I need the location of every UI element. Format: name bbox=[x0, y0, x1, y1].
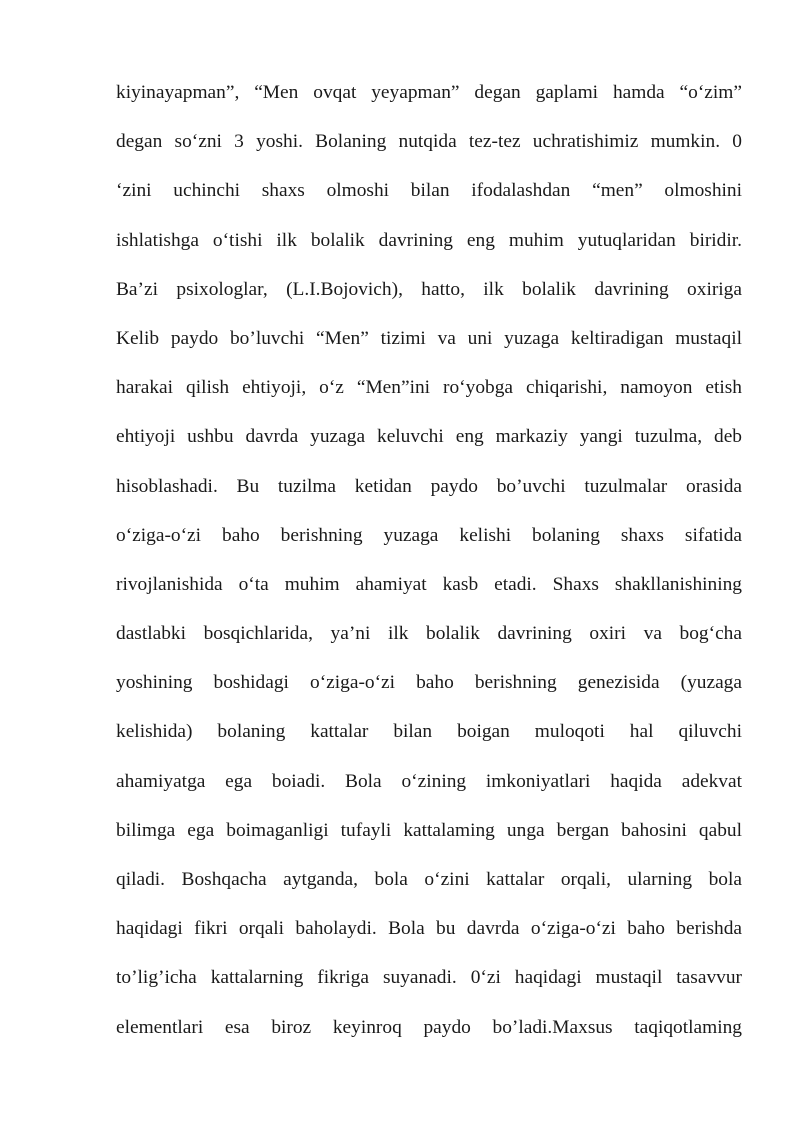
body-paragraph bbox=[116, 68, 742, 1052]
text-line: yoshining boshidagi o‘ziga-o‘zi baho berishning genezisida (yuzaga bbox=[116, 672, 742, 694]
text-line: Ba’zi psixologlar, (L.I.Bojovich), hatto, ilk bolalik davrining oxiriga bbox=[116, 278, 742, 300]
text-line: ehtiyoji ushbu davrda yuzaga keluvchi eng markaziy yangi tuzulma, deb bbox=[116, 426, 742, 448]
text-line: rivojlanishida o‘ta muhim ahamiyat kasb etadi. Shaxs shakllanishining bbox=[116, 573, 742, 595]
text-line: haqidagi fikri orqali baholaydi. Bola bu davrda o‘ziga-o‘zi baho berishda bbox=[116, 918, 742, 940]
text-line: to’lig’icha kattalarning fikriga suyanadi. 0‘zi haqidagi mustaqil tasavvur bbox=[116, 967, 742, 989]
text-line: ahamiyatga ega boiadi. Bola o‘zining imkoniyatlari haqida adekvat bbox=[116, 770, 742, 792]
text-line: kiyinayapman”, “Men ovqat yeyapman” degan gaplami hamda “o‘zim” bbox=[116, 82, 742, 103]
text-line: elementlari esa biroz keyinroq paydo bo’ladi.Maxsus taqiqotlaming bbox=[116, 1016, 742, 1038]
text-line: bilimga ega boimaganligi tufayli kattalaming unga bergan bahosini qabul bbox=[116, 819, 742, 841]
text-line: ishlatishga o‘tishi ilk bolalik davrining eng muhim yutuqlaridan biridir. bbox=[116, 229, 742, 251]
text-line: Kelib paydo bo’luvchi “Men” tizimi va uni yuzaga keltiradigan mustaqil bbox=[116, 327, 742, 349]
text-line: kelishida) bolaning kattalar bilan boigan muloqoti hal qiluvchi bbox=[116, 721, 742, 743]
text-line: ‘zini uchinchi shaxs olmoshi bilan ifodalashdan “men” olmoshini bbox=[116, 180, 742, 202]
text-line: o‘ziga-o‘zi baho berishning yuzaga kelishi bolaning shaxs sifatida bbox=[116, 524, 742, 546]
text-line: hisoblashadi. Bu tuzilma ketidan paydo bo’uvchi tuzulmalar orasida bbox=[116, 475, 742, 497]
text-line: dastlabki bosqichlarida, ya’ni ilk bolalik davrining oxiri va bog‘cha bbox=[116, 623, 742, 645]
text-line: degan so‘zni 3 yoshi. Bolaning nutqida tez-tez uchratishimiz mumkin. 0 bbox=[116, 131, 742, 153]
text-line: qiladi. Boshqacha aytganda, bola o‘zini kattalar orqali, ularning bola bbox=[116, 869, 742, 890]
text-line: harakai qilish ehtiyoji, o‘z “Men”ini ro‘yobga chiqarishi, namoyon etish bbox=[116, 377, 742, 399]
